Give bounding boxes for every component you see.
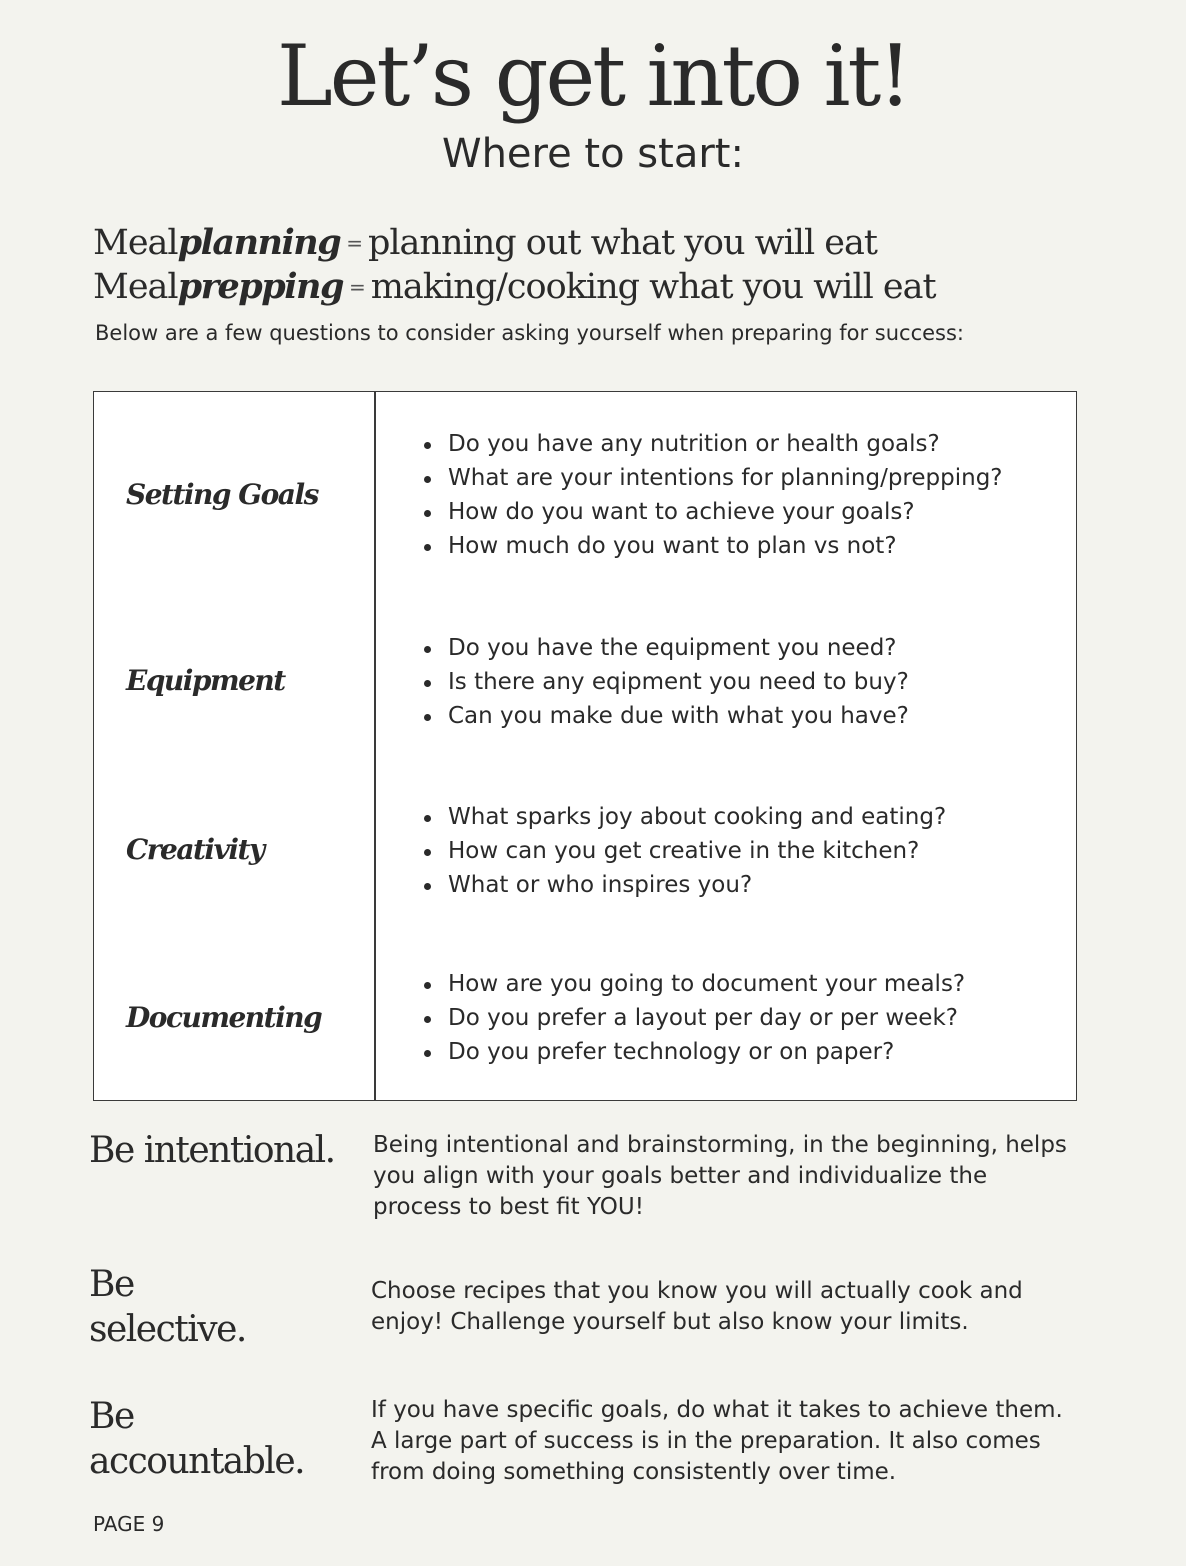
category-documenting: Documenting — [126, 1001, 322, 1034]
question-item: What or who inspires you? — [424, 868, 946, 902]
definition-equals: = — [348, 275, 365, 299]
page-title: Let’s get into it! — [276, 27, 910, 125]
question-item: Do you have any nutrition or health goals? — [424, 427, 1003, 461]
definition-equals: = — [346, 231, 362, 255]
tip-text-selective: Choose recipes that you know you will actually cook and enjoy! Challenge yourself but also know your limits. — [371, 1278, 1023, 1335]
question-item: How can you get creative in the kitchen? — [424, 834, 946, 868]
definition-word: Meal — [93, 223, 178, 263]
page-number: PAGE 9 — [93, 1512, 165, 1536]
tip-heading-line: accountable. — [89, 1441, 305, 1482]
question-list-setting-goals — [424, 427, 1003, 563]
definition-word: Meal — [93, 267, 178, 307]
category-creativity: Creativity — [126, 833, 264, 866]
definition-planning — [93, 222, 877, 264]
question-item: What are your intentions for planning/prepping? — [424, 461, 1003, 495]
question-item: How much do you want to plan vs not? — [424, 529, 1003, 563]
tip-heading-line: Be — [89, 1396, 134, 1437]
question-list-equipment — [424, 631, 909, 733]
question-item: Can you make due with what you have? — [424, 699, 909, 733]
question-item: Is there any eqipment you need to buy? — [424, 665, 909, 699]
question-item: How are you going to document your meals? — [424, 967, 965, 1001]
question-item: How do you want to achieve your goals? — [424, 495, 1003, 529]
tip-heading-intentional — [89, 1128, 335, 1173]
question-item: Do you have the equipment you need? — [424, 631, 909, 665]
table-divider — [374, 392, 376, 1100]
tip-heading-line: selective. — [89, 1309, 246, 1350]
intro-text: Below are a few questions to consider asking yourself when preparing for success: — [95, 321, 965, 345]
definition-meaning: planning out what you will eat — [367, 223, 877, 263]
definition-term: planning — [177, 222, 341, 263]
question-list-creativity — [424, 800, 946, 902]
category-equipment: Equipment — [126, 664, 285, 697]
question-item: Do you prefer a layout per day or per week? — [424, 1001, 965, 1035]
category-setting-goals: Setting Goals — [126, 478, 318, 511]
questions-table — [93, 391, 1077, 1101]
tip-text-intentional: Being intentional and brainstorming, in the beginning, helps you align with your goals better and individualize the process to best fit YOU! — [373, 1132, 1067, 1220]
question-item: Do you prefer technology or on paper? — [424, 1035, 965, 1069]
question-list-documenting — [424, 967, 965, 1069]
tip-heading-line: Be — [89, 1264, 134, 1305]
tip-heading-selective — [89, 1262, 246, 1352]
tip-text-accountable: If you have specific goals, do what it takes to achieve them. A large part of success is in the preparation. It also comes from doing something consistently over time. — [371, 1397, 1063, 1485]
definition-prepping — [93, 266, 936, 308]
question-item: What sparks joy about cooking and eating? — [424, 800, 946, 834]
tip-heading-line: Be intentional. — [89, 1130, 335, 1171]
page-subtitle: Where to start: — [442, 131, 744, 177]
tip-heading-accountable — [89, 1394, 304, 1484]
definition-term: prepping — [177, 266, 343, 307]
definition-meaning: making/cooking what you will eat — [370, 267, 936, 307]
